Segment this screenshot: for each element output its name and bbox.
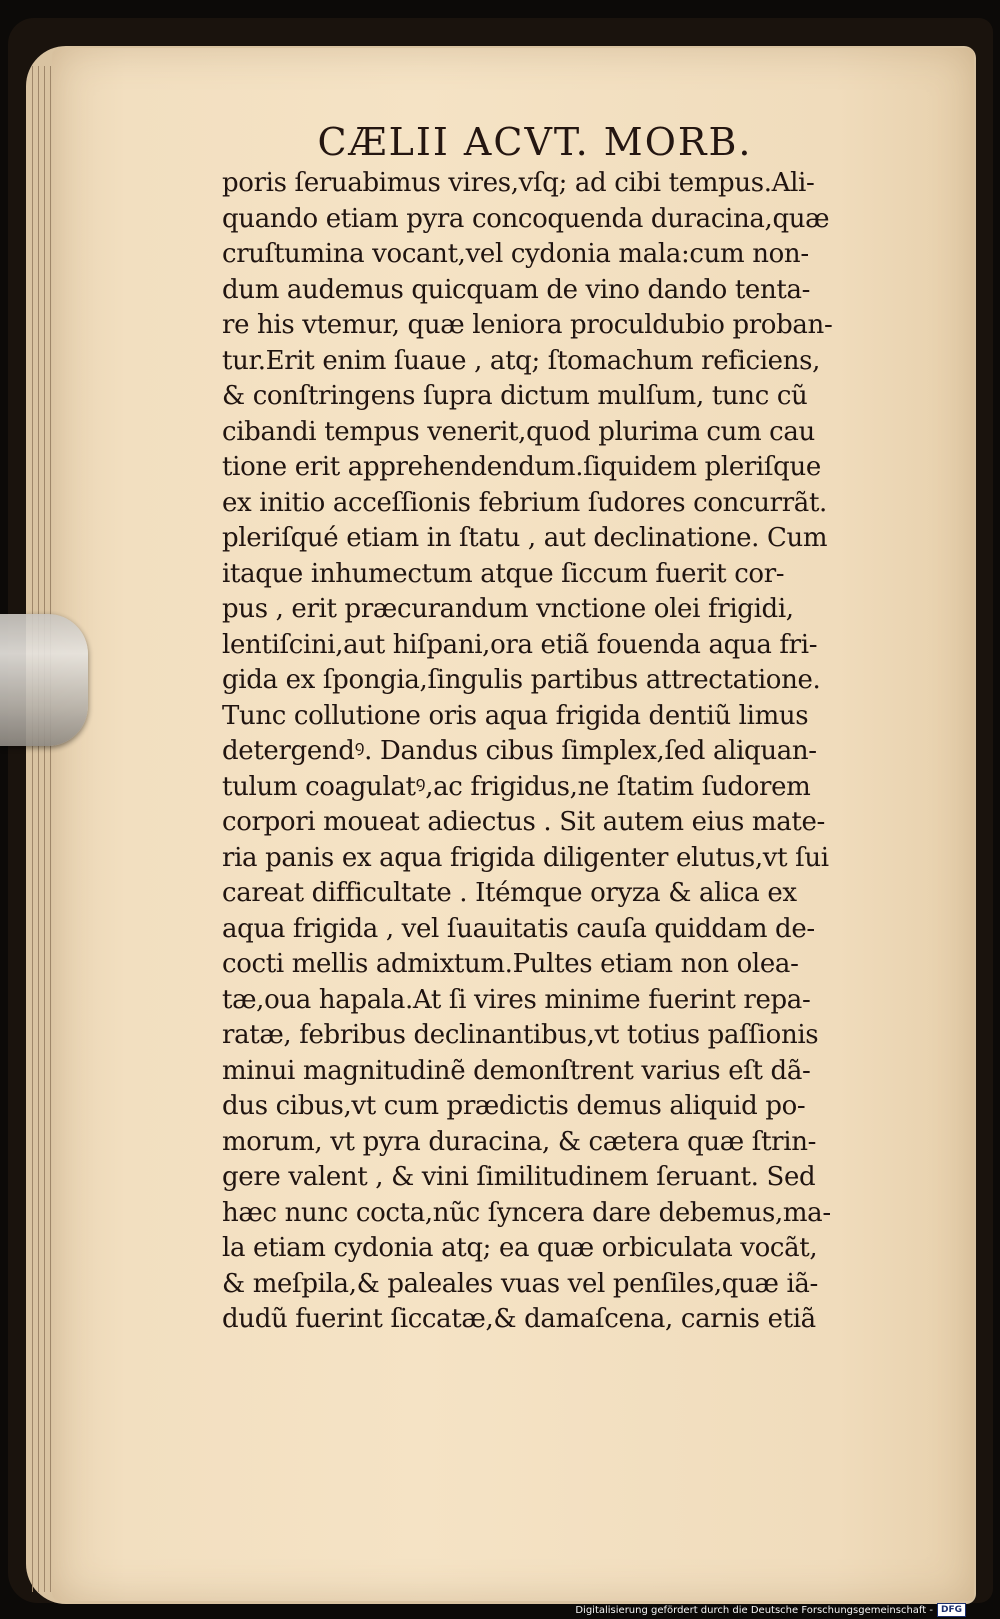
text-line: tulum coagulatꝰ,ac frigidus,ne ſtatim ſudorem — [222, 771, 811, 802]
footer-credit: Digitalisierung gefördert durch die Deutsche Forschungsgemeinschaft - — [575, 1604, 933, 1616]
text-line: itaque inhumectum atque ſiccum fuerit cor- — [222, 558, 785, 589]
text-line: quando etiam pyra concoquenda duracina,quæ — [222, 203, 830, 234]
text-line: cibandi tempus venerit,quod plurima cum cau — [222, 416, 815, 447]
running-head: CÆLII ACVT. MORB. — [317, 120, 753, 164]
text-line: aqua frigida , vel ſuauitatis cauſa quiddam de- — [222, 913, 815, 944]
text-line: gere valent , & vini ſimilitudinem ſeruant. Sed — [222, 1162, 816, 1192]
text-line: dum audemus quicquam de vino dando tenta- — [222, 274, 811, 305]
text-line: & conſtringens ſupra dictum mulſum, tunc cũ — [222, 381, 808, 411]
page-clip — [0, 614, 88, 746]
page-edge — [50, 66, 51, 1592]
text-line: minui magnitudinẽ demonſtrent varius eſt dã- — [222, 1055, 811, 1086]
text-line: pus , erit præcurandum vnctione olei frigidi, — [222, 594, 794, 624]
text-line: tione erit apprehendendum.ſiquidem pleriſque — [222, 452, 821, 482]
text-line: & meſpila,& paleales vuas vel penſiles,quæ iã- — [222, 1268, 818, 1299]
text-line: poris ſeruabimus vires,vſq; ad cibi tempus.Ali- — [222, 168, 815, 198]
text-line: ex initio acceſſionis febrium ſudores concurrãt. — [222, 487, 827, 518]
text-line: detergendꝰ. Dandus cibus ſimplex,ſed aliquan- — [222, 736, 817, 766]
digitization-footer — [575, 1603, 966, 1617]
page-edge — [32, 66, 33, 1592]
page-edge — [38, 66, 39, 1592]
text-line: lentiſcini,aut hiſpani,ora etiã fouenda aqua fri- — [222, 629, 818, 660]
text-line: cocti mellis admixtum.Pultes etiam non olea- — [222, 949, 799, 979]
page-edge — [44, 66, 45, 1592]
text-line: dudũ fuerint ſiccatæ,& damaſcena, carnis etiã — [222, 1304, 816, 1334]
body-text — [222, 166, 858, 1338]
text-line: morum, vt pyra duracina, & cætera quæ ſtrin- — [222, 1126, 817, 1157]
text-line: gida ex ſpongia,ſingulis partibus attrectatione. — [222, 665, 821, 695]
text-line: re his vtemur, quæ leniora proculdubio proban- — [222, 310, 833, 340]
text-line: Tunc collutione oris aqua frigida dentiũ limus — [222, 700, 809, 731]
text-line: ria panis ex aqua frigida diligenter elutus,vt ſui — [222, 842, 829, 873]
text-line: careat difficultate . Itémque oryza & alica ex — [222, 878, 797, 908]
text-line: hæc nunc cocta,nũc ſyncera dare debemus,ma- — [222, 1197, 831, 1228]
text-line: cruſtumina vocant,vel cydonia mala:cum non- — [222, 239, 809, 269]
text-line: pleriſqué etiam in ſtatu , aut declinatione. Cum — [222, 523, 828, 553]
dfg-logo: DFG — [937, 1603, 966, 1617]
text-line: la etiam cydonia atq; ea quæ orbiculata vocãt, — [222, 1233, 818, 1263]
text-line: dus cibus,vt cum prædictis demus aliquid po- — [222, 1091, 806, 1121]
text-line: ratæ, febribus declinantibus,vt totius paſſionis — [222, 1020, 819, 1050]
text-line: tur.Erit enim ſuaue , atq; ſtomachum reficiens, — [222, 345, 821, 376]
text-line: corpori moueat adiectus . Sit autem eius mate- — [222, 807, 825, 837]
text-line: tæ,oua hapala.At ſi vires minime fuerint repa- — [222, 984, 811, 1015]
